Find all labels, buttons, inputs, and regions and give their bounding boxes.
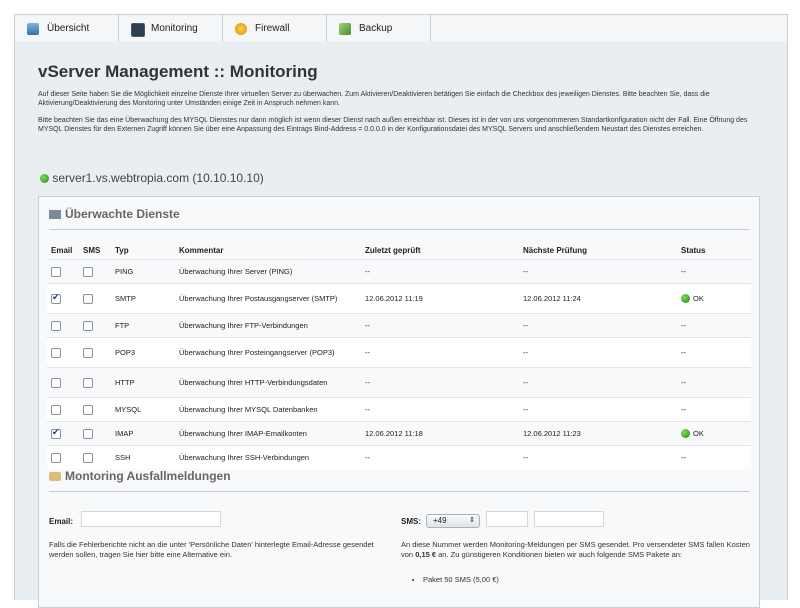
alerts-section-header <box>49 469 749 492</box>
sms-help-b: an. Zu günstigeren Konditionen bieten wir auch folgende SMS Pakete an: <box>436 550 683 559</box>
overview-icon <box>27 23 39 35</box>
table-row <box>47 338 751 368</box>
sms-checkbox[interactable] <box>83 453 93 463</box>
monitoring-panel <box>38 196 760 608</box>
firewall-icon <box>235 23 247 35</box>
sms-cell <box>79 260 111 284</box>
email-label: Email: <box>49 517 74 526</box>
services-table <box>47 242 751 469</box>
status-cell: -- <box>677 338 751 368</box>
sms-price: 0,15 € <box>415 550 437 559</box>
col-type: Typ <box>115 246 129 255</box>
last-checked-cell: -- <box>361 446 519 470</box>
sms-cell <box>79 422 111 446</box>
type-cell: SSH <box>111 446 175 470</box>
next-check-cell: -- <box>519 446 677 470</box>
last-checked-cell: -- <box>361 368 519 398</box>
server-status-icon <box>40 174 49 183</box>
email-cell <box>47 284 79 314</box>
next-check-cell: 12.06.2012 11:24 <box>519 284 677 314</box>
table-row <box>47 260 751 284</box>
next-check-cell: -- <box>519 338 677 368</box>
email-cell <box>47 368 79 398</box>
sms-checkbox[interactable] <box>83 267 93 277</box>
email-cell <box>47 398 79 422</box>
table-row <box>47 368 751 398</box>
sms-label: SMS: <box>401 517 421 526</box>
sms-area-code-field[interactable] <box>486 511 528 527</box>
server-heading <box>40 171 264 185</box>
sms-cell <box>79 446 111 470</box>
comment-cell: Überwachung Ihrer Postausgangserver (SMTP) <box>175 284 361 314</box>
status-cell <box>677 422 751 446</box>
status-cell <box>677 284 751 314</box>
comment-cell: Überwachung Ihrer Server (PING) <box>175 260 361 284</box>
tab-label: Übersicht <box>47 23 90 34</box>
sms-cell <box>79 284 111 314</box>
type-cell: HTTP <box>111 368 175 398</box>
section-title: Montoring Ausfallmeldungen <box>65 469 231 483</box>
sms-checkbox[interactable] <box>83 405 93 415</box>
email-checkbox[interactable] <box>51 453 61 463</box>
status-cell: -- <box>677 368 751 398</box>
status-cell: -- <box>677 398 751 422</box>
email-cell <box>47 446 79 470</box>
tab-label: Backup <box>359 23 393 34</box>
sms-cell <box>79 314 111 338</box>
sms-cell <box>79 368 111 398</box>
tab-backup[interactable] <box>327 15 431 43</box>
comment-cell: Überwachung Ihrer FTP-Verbindungen <box>175 314 361 338</box>
tab-firewall[interactable] <box>223 15 327 43</box>
select-arrows-icon: ⇕ <box>469 517 475 524</box>
sms-packages <box>401 575 499 585</box>
email-checkbox[interactable] <box>51 405 61 415</box>
mysql-note: Bitte beachten Sie das eine Überwachung des MYSQL Dienstes nur dann möglich ist wenn dieser Dienst nach außen erreichbar ist. Dieses ist in der von uns vorgenommenen Standartkonfiguration nicht der Fall. Eine Öffnung des MYSQL Dienstes für den Externen Zugriff können Sie über eine Anpassung des Eintrags Bind-Address = 0.0.0.0 in der Konfigurationsdatei des MYSQL Servers und anschließendem Neustart des Dienstes erreichen. <box>38 117 748 133</box>
sms-checkbox[interactable] <box>83 321 93 331</box>
status-cell: -- <box>677 314 751 338</box>
next-check-cell: 12.06.2012 11:23 <box>519 422 677 446</box>
page-title: vServer Management :: Monitoring <box>38 62 318 81</box>
sms-checkbox[interactable] <box>83 294 93 304</box>
table-row <box>47 398 751 422</box>
last-checked-cell: -- <box>361 338 519 368</box>
table-row <box>47 284 751 314</box>
sms-checkbox[interactable] <box>83 348 93 358</box>
comment-cell: Überwachung Ihrer Posteingangserver (POP3) <box>175 338 361 368</box>
last-checked-cell: -- <box>361 398 519 422</box>
intro-text: Auf dieser Seite haben Sie die Möglichkeit einzelne Dienste Ihrer virtuellen Server zu überwachen. Zum Aktivieren/Deaktivieren betätigen Sie einfach die Checkbox des jeweiligen Dienstes. Bitte beachten Sie, dass die Aktivierung/Deaktivierung des Monitoring unter Umständen einige Zeit in Anspruch nehmen kann. <box>38 91 710 107</box>
type-cell: SMTP <box>111 284 175 314</box>
last-checked-cell: 12.06.2012 11:18 <box>361 422 519 446</box>
col-last-checked: Zuletzt geprüft <box>365 246 421 255</box>
status-cell: -- <box>677 260 751 284</box>
type-cell: PING <box>111 260 175 284</box>
alerts-icon <box>49 472 61 481</box>
tab-label: Monitoring <box>151 23 198 34</box>
col-status: Status <box>681 246 706 255</box>
email-cell <box>47 422 79 446</box>
comment-cell: Überwachung Ihrer HTTP-Verbindungsdaten <box>175 368 361 398</box>
email-checkbox[interactable] <box>51 267 61 277</box>
monitor-icon <box>131 23 145 37</box>
type-cell: IMAP <box>111 422 175 446</box>
type-cell: MYSQL <box>111 398 175 422</box>
email-checkbox[interactable] <box>51 321 61 331</box>
comment-cell: Überwachung Ihrer MYSQL Datenbanken <box>175 398 361 422</box>
type-cell: POP3 <box>111 338 175 368</box>
status-cell: -- <box>677 446 751 470</box>
country-code-select[interactable] <box>426 514 480 528</box>
table-row <box>47 446 751 470</box>
last-checked-cell: -- <box>361 314 519 338</box>
server-name: server1.vs.webtropia.com (10.10.10.10) <box>52 171 264 185</box>
sms-checkbox[interactable] <box>83 378 93 388</box>
table-header <box>47 242 751 260</box>
sms-number-field[interactable] <box>534 511 604 527</box>
backup-icon <box>339 23 351 35</box>
tab-label: Firewall <box>255 23 290 34</box>
status-text: OK <box>693 293 704 303</box>
sms-help-a: An diese Nummer werden Monitoring-Meldungen per SMS gesendet. Pro versendeter SMS fallen Kosten von <box>401 540 750 559</box>
sms-checkbox[interactable] <box>83 429 93 439</box>
type-cell: FTP <box>111 314 175 338</box>
col-email: Email <box>51 246 73 255</box>
comment-cell: Überwachung Ihrer SSH-Verbindungen <box>175 446 361 470</box>
next-check-cell: -- <box>519 314 677 338</box>
email-checkbox[interactable] <box>51 378 61 388</box>
email-checkbox[interactable] <box>51 348 61 358</box>
col-comment: Kommentar <box>179 246 224 255</box>
col-sms: SMS <box>83 246 101 255</box>
next-check-cell: -- <box>519 260 677 284</box>
sms-package-item: • Paket 50 SMS (5,00 €) <box>423 575 499 585</box>
email-checkbox[interactable] <box>51 294 61 304</box>
col-next-check: Nächste Prüfung <box>523 246 588 255</box>
email-field[interactable] <box>81 511 221 527</box>
email-cell <box>47 314 79 338</box>
sms-help <box>401 540 751 560</box>
email-cell <box>47 338 79 368</box>
table-row <box>47 422 751 446</box>
comment-cell: Überwachung Ihrer IMAP-Emailkonten <box>175 422 361 446</box>
tab-monitoring[interactable] <box>119 15 223 43</box>
tab-bar <box>14 14 788 44</box>
status-text: OK <box>693 428 704 438</box>
country-code-value: +49 <box>433 516 447 525</box>
email-checkbox[interactable] <box>51 429 61 439</box>
last-checked-cell: 12.06.2012 11:19 <box>361 284 519 314</box>
email-cell <box>47 260 79 284</box>
tab-overview[interactable] <box>15 15 119 43</box>
services-icon <box>49 210 61 219</box>
status-ok-icon <box>681 294 690 303</box>
sms-cell <box>79 398 111 422</box>
status-ok-icon <box>681 429 690 438</box>
table-row <box>47 314 751 338</box>
section-title: Überwachte Dienste <box>65 207 180 221</box>
next-check-cell: -- <box>519 398 677 422</box>
last-checked-cell: -- <box>361 260 519 284</box>
email-help: Falls die Fehlerberichte nicht an die unter 'Persönliche Daten' hinterlegte Email-Adresse gesendet werden sollen, tragen Sie hier bitte eine Alternative ein. <box>49 540 374 559</box>
next-check-cell: -- <box>519 368 677 398</box>
services-section-header <box>49 207 749 230</box>
sms-cell <box>79 338 111 368</box>
